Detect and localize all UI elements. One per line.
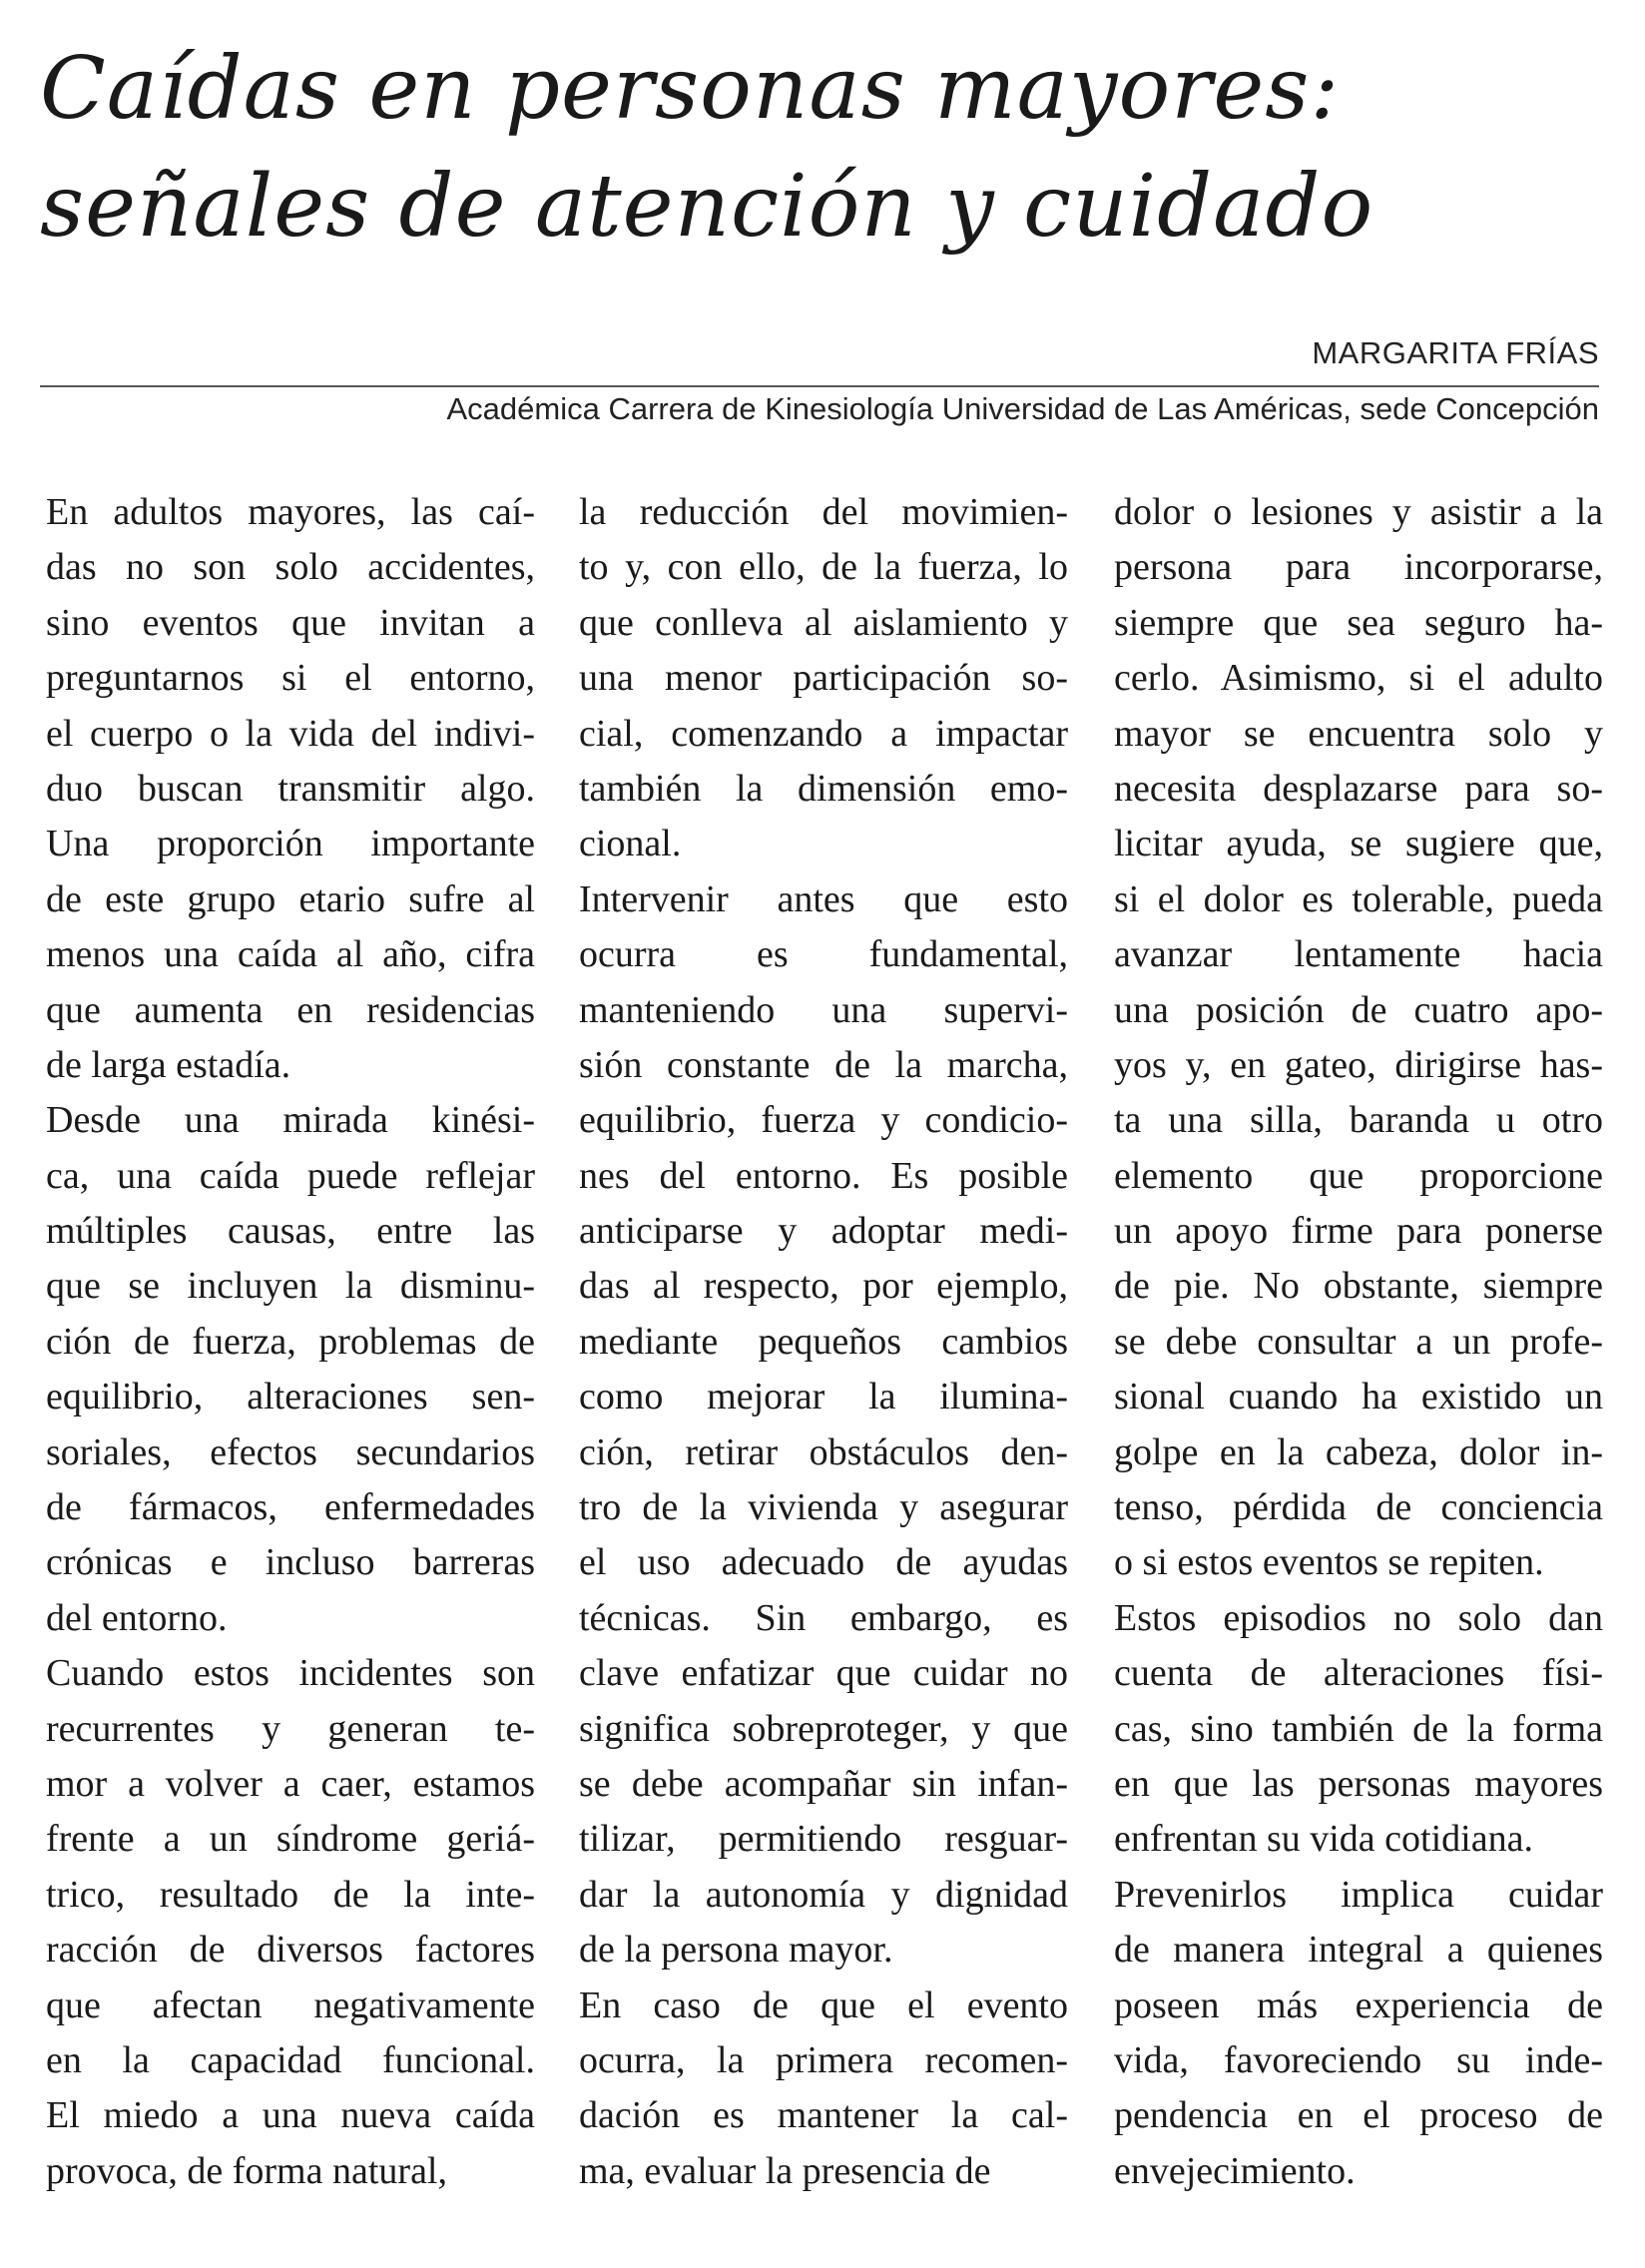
article-column-2: [579, 485, 1068, 2199]
article-text-line: En caso de que el evento: [579, 1984, 1068, 2026]
article-text-line: tro de la vivienda y asegurar: [579, 1486, 1068, 1529]
article-text-line: En adultos mayores, las caí-: [46, 491, 535, 533]
article-text-line: golpe en la cabeza, dolor in-: [1114, 1430, 1603, 1473]
article-text-line: de este grupo etario sufre al: [46, 877, 535, 920]
article-text-line: frente a un síndrome geriá-: [46, 1818, 535, 1861]
article-text-line: enfrentan su vida cotidiana.: [1114, 1818, 1533, 1861]
article-text-line: El miedo a una nueva caída: [46, 2094, 535, 2137]
article-text-line: Estos episodios no solo dan: [1114, 1596, 1603, 1639]
article-text-line: dación es mantener la cal-: [579, 2094, 1068, 2137]
headline-line-1: Caídas en personas mayores:: [40, 39, 1341, 139]
article-text-line: das al respecto, por ejemplo,: [579, 1265, 1068, 1308]
article-text-line: menos una caída al año, cifra: [46, 933, 535, 976]
article-text-line: elemento que proporcione: [1114, 1154, 1603, 1197]
article-text-line: que afectan negativamente: [46, 1984, 535, 2026]
article-text-line: Una proporción importante: [46, 823, 535, 865]
article-text-line: cuenta de alteraciones físi-: [1114, 1652, 1603, 1695]
article-text-line: ma, evaluar la presencia de: [579, 2149, 991, 2192]
article-text-line: equilibrio, fuerza y condicio-: [579, 1099, 1068, 1142]
article-text-line: ción, retirar obstáculos den-: [579, 1430, 1068, 1473]
article-text-line: equilibrio, alteraciones sen-: [46, 1376, 535, 1418]
article-text-line: manteniendo una supervi-: [579, 988, 1068, 1031]
article-text-line: de larga estadía.: [46, 1043, 291, 1086]
article-text-line: clave enfatizar que cuidar no: [579, 1652, 1068, 1695]
article-text-line: en la capacidad funcional.: [46, 2038, 535, 2081]
article-text-line: tenso, pérdida de conciencia: [1114, 1486, 1603, 1529]
article-text-line: también la dimensión emo-: [579, 767, 1068, 810]
article-text-line: vida, favoreciendo su inde-: [1114, 2038, 1603, 2081]
article-text-line: ocurra, la primera recomen-: [579, 2038, 1068, 2081]
article-column-1: [46, 485, 535, 2199]
article-text-line: racción de diversos factores: [46, 1929, 535, 1972]
article-text-line: como mejorar la ilumina-: [579, 1376, 1068, 1418]
article-text-line: sino eventos que invitan a: [46, 601, 535, 644]
article-text-line: del entorno.: [46, 1596, 228, 1639]
article-text-line: ocurra es fundamental,: [579, 933, 1068, 976]
article-text-line: avanzar lentamente hacia: [1114, 933, 1603, 976]
article-text-line: dar la autonomía y dignidad: [579, 1873, 1068, 1916]
article-text-line: se debe acompañar sin infan-: [579, 1762, 1068, 1805]
article-text-line: de pie. No obstante, siempre: [1114, 1265, 1603, 1308]
article-text-line: yos y, en gateo, dirigirse has-: [1114, 1043, 1603, 1086]
article-text-line: Desde una mirada kinési-: [46, 1099, 535, 1142]
article-text-line: crónicas e incluso barreras: [46, 1541, 535, 1584]
article-text-line: persona para incorporarse,: [1114, 546, 1603, 589]
article-text-line: significa sobreproteger, y que: [579, 1707, 1068, 1750]
article-text-line: nes del entorno. Es posible: [579, 1154, 1068, 1197]
article-text-line: poseen más experiencia de: [1114, 1984, 1603, 2026]
article-text-line: el cuerpo o la vida del indivi-: [46, 712, 535, 755]
article-text-line: duo buscan transmitir algo.: [46, 767, 535, 810]
article-text-line: recurrentes y generan te-: [46, 1707, 535, 1750]
article-text-line: la reducción del movimien-: [579, 491, 1068, 533]
article-headline: [40, 30, 1597, 266]
article-text-line: una menor participación so-: [579, 657, 1068, 700]
article-text-line: preguntarnos si el entorno,: [46, 657, 535, 700]
article-text-line: trico, resultado de la inte-: [46, 1873, 535, 1916]
article-text-line: que conlleva al aislamiento y: [579, 601, 1068, 644]
article-text-line: en que las personas mayores: [1114, 1762, 1603, 1805]
article-text-line: ca, una caída puede reflejar: [46, 1154, 535, 1197]
article-text-line: sional cuando ha existido un: [1114, 1376, 1603, 1418]
article-text-line: mayor se encuentra solo y: [1114, 712, 1603, 755]
article-column-3: [1114, 485, 1603, 2199]
article-text-line: cas, sino también de la forma: [1114, 1707, 1603, 1750]
article-text-line: múltiples causas, entre las: [46, 1210, 535, 1253]
article-text-line: o si estos eventos se repiten.: [1114, 1541, 1544, 1584]
headline-line-2: señales de atención y cuidado: [40, 157, 1374, 257]
article-text-line: tilizar, permitiendo resguar-: [579, 1818, 1068, 1861]
article-text-line: das no son solo accidentes,: [46, 546, 535, 589]
article-text-line: de manera integral a quienes: [1114, 1929, 1603, 1972]
article-text-line: ta una silla, baranda u otro: [1114, 1099, 1603, 1142]
byline-divider: [40, 385, 1599, 387]
article-text-line: necesita desplazarse para so-: [1114, 767, 1603, 810]
article-text-line: siempre que sea seguro ha-: [1114, 601, 1603, 644]
article-text-line: que aumenta en residencias: [46, 988, 535, 1031]
article-text-line: Prevenirlos implica cuidar: [1114, 1873, 1603, 1916]
article-text-line: si el dolor es tolerable, pueda: [1114, 877, 1603, 920]
article-text-line: Cuando estos incidentes son: [46, 1652, 535, 1695]
article-text-line: to y, con ello, de la fuerza, lo: [579, 546, 1068, 589]
article-text-line: mor a volver a caer, estamos: [46, 1762, 535, 1805]
article-text-line: de fármacos, enfermedades: [46, 1486, 535, 1529]
article-text-line: soriales, efectos secundarios: [46, 1430, 535, 1473]
article-text-line: envejecimiento.: [1114, 2149, 1356, 2192]
article-text-line: pendencia en el proceso de: [1114, 2094, 1603, 2137]
article-text-line: sión constante de la marcha,: [579, 1043, 1068, 1086]
author-name: MARGARITA FRÍAS: [1312, 335, 1599, 370]
article-text-line: cerlo. Asimismo, si el adulto: [1114, 657, 1603, 700]
article-text-line: el uso adecuado de ayudas: [579, 1541, 1068, 1584]
article-text-line: cional.: [579, 823, 682, 865]
article-text-line: de la persona mayor.: [579, 1929, 893, 1972]
article-text-line: mediante pequeños cambios: [579, 1320, 1068, 1363]
article-text-line: se debe consultar a un profe-: [1114, 1320, 1603, 1363]
article-text-line: cial, comenzando a impactar: [579, 712, 1068, 755]
article-text-line: dolor o lesiones y asistir a la: [1114, 491, 1603, 533]
author-affiliation: Académica Carrera de Kinesiología Universidad de Las Américas, sede Concepción: [446, 391, 1599, 426]
article-text-line: ción de fuerza, problemas de: [46, 1320, 535, 1363]
article-text-line: que se incluyen la disminu-: [46, 1265, 535, 1308]
article-text-line: un apoyo firme para ponerse: [1114, 1210, 1603, 1253]
article-text-line: técnicas. Sin embargo, es: [579, 1596, 1068, 1639]
article-text-line: licitar ayuda, se sugiere que,: [1114, 823, 1603, 865]
article-text-line: una posición de cuatro apo-: [1114, 988, 1603, 1031]
article-text-line: Intervenir antes que esto: [579, 877, 1068, 920]
article-text-line: anticiparse y adoptar medi-: [579, 1210, 1068, 1253]
article-text-line: provoca, de forma natural,: [46, 2149, 447, 2192]
